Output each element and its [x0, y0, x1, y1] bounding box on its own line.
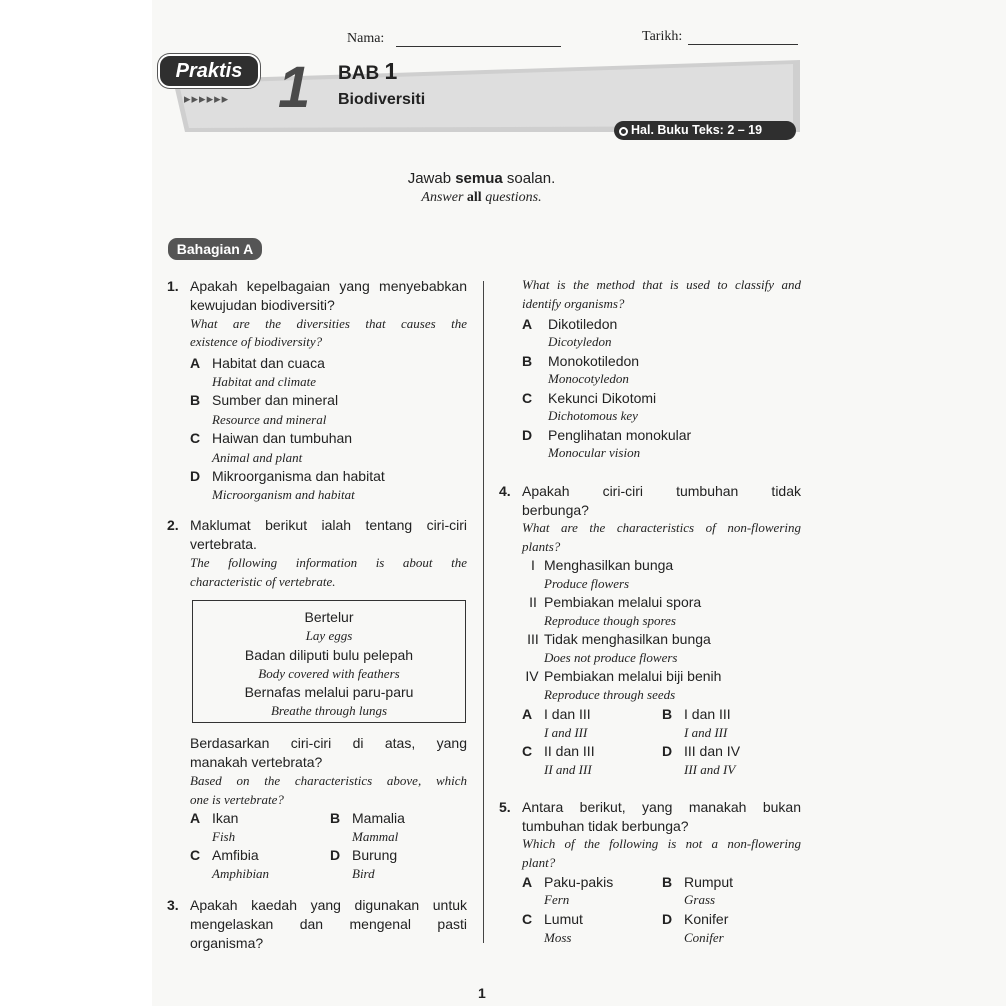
- q3-number: 3.: [167, 897, 179, 913]
- q5-option-d[interactable]: D Konifer: [662, 911, 729, 927]
- q2-ask-malay-line2: manakah vertebrata?: [190, 754, 323, 770]
- instruction-english: Answer all questions.: [421, 190, 542, 205]
- q1-option-d[interactable]: D Mikroorganisma dan habitat: [190, 468, 385, 484]
- q2-ask-malay-line1: Berdasarkan ciri-ciri di atas, yang: [190, 735, 467, 751]
- q5-number: 5.: [499, 799, 511, 815]
- nama-label: Nama:: [347, 31, 385, 46]
- q5-eng-line1: Which of the following is not a non-flowering: [522, 836, 801, 851]
- q4-option-d[interactable]: D III dan IV: [662, 743, 741, 759]
- tarikh-label: Tarikh:: [642, 29, 683, 44]
- q4-malay-line2: berbunga?: [522, 502, 589, 518]
- section-badge: Bahagian A: [168, 238, 262, 260]
- q1-number: 1.: [167, 278, 179, 294]
- q4-eng-line1: What are the characteristics of non-flowering: [522, 520, 801, 535]
- q2-option-b-eng: Mammal: [352, 829, 399, 844]
- praktis-label: Praktis: [175, 60, 243, 82]
- q2-eng-line1: The following information is about the: [190, 555, 467, 570]
- q4-option-c[interactable]: C II dan III: [522, 743, 595, 759]
- q2-option-a[interactable]: A Ikan: [190, 810, 239, 826]
- q5-option-d-eng: Conifer: [684, 930, 724, 945]
- box-item-3-eng: Breathe through lungs: [270, 703, 388, 718]
- q3-option-a-eng: Dicotyledon: [548, 334, 612, 349]
- box-item-2-malay: Badan diliputi bulu pelepah: [244, 647, 414, 663]
- chapter-big-number: 1: [278, 55, 311, 120]
- q4-option-a-eng: I and III: [544, 725, 588, 740]
- q5-option-b[interactable]: B Rumput: [662, 874, 734, 890]
- q3-option-c[interactable]: C Kekunci Dikotomi: [522, 390, 657, 406]
- bab-number: 1: [384, 58, 398, 84]
- q5-option-c-eng: Moss: [544, 930, 572, 945]
- tarikh-field: [642, 29, 798, 45]
- q4-option-c-eng: II and III: [544, 762, 592, 777]
- bab-label: BAB: [338, 63, 380, 84]
- column-divider: [483, 281, 484, 943]
- chapter-title: Biodiversiti: [338, 91, 426, 108]
- q1-option-c[interactable]: C Haiwan dan tumbuhan: [190, 430, 353, 446]
- q2-malay-line1: Maklumat berikut ialah tentang ciri-ciri: [190, 517, 467, 533]
- q2-option-a-eng: Fish: [212, 829, 236, 844]
- q4-statement-4: IV Pembiakan melalui biji benih: [525, 668, 722, 684]
- q2-ask-eng-line1: Based on the characteristics above, which: [190, 773, 467, 788]
- page-number: 1: [478, 985, 486, 1001]
- q4-option-b-eng: I and III: [684, 725, 728, 740]
- bab-heading: [338, 58, 397, 85]
- q1-option-a[interactable]: A Habitat dan cuaca: [190, 355, 325, 371]
- q4-option-b[interactable]: B I dan III: [662, 706, 731, 722]
- q2-malay-line2: vertebrata.: [190, 536, 257, 552]
- q5-option-a-eng: Fern: [544, 892, 570, 907]
- q3-option-c-eng: Dichotomous key: [548, 408, 638, 423]
- q1-eng-line1: What are the diversities that causes the: [190, 316, 467, 331]
- arrow-decoration: ▸▸▸▸▸▸: [184, 91, 230, 106]
- q5-option-c[interactable]: C Lumut: [522, 911, 583, 927]
- circle-bullet-icon: [619, 127, 628, 136]
- tarikh-blank[interactable]: [688, 43, 798, 45]
- q2-number: 2.: [167, 517, 179, 533]
- q4-statement-1-eng: Produce flowers: [544, 576, 630, 591]
- q3-malay-line2: mengelaskan dan mengenal pasti: [190, 916, 467, 932]
- q2-option-b[interactable]: B Mamalia: [330, 810, 405, 826]
- q4-statement-3: III Tidak menghasilkan bunga: [527, 631, 711, 647]
- q5-eng-line2: plant?: [522, 855, 556, 870]
- q3-eng-line2: identify organisms?: [522, 296, 625, 311]
- q5-option-b-eng: Grass: [684, 892, 716, 907]
- q1-malay-line2: kewujudan biodiversiti?: [190, 297, 335, 313]
- q3-option-d[interactable]: D Penglihatan monokular: [522, 427, 692, 443]
- q4-statement-2-eng: Reproduce though spores: [544, 613, 676, 628]
- praktis-badge: [158, 54, 260, 88]
- q2-eng-line2: characteristic of vertebrate.: [190, 574, 336, 589]
- q4-statement-3-eng: Does not produce flowers: [544, 650, 678, 665]
- nama-field: [347, 31, 561, 47]
- q3-eng-line1: What is the method that is used to classify and: [522, 277, 801, 292]
- q2-ask-eng-line2: one is vertebrate?: [190, 792, 284, 807]
- nama-blank[interactable]: [396, 45, 561, 47]
- q3-malay-line1: Apakah kaedah yang digunakan untuk: [190, 897, 467, 913]
- q3-option-d-eng: Monocular vision: [548, 445, 641, 460]
- textbook-ref-text: Hal. Buku Teks: 2 – 19: [631, 123, 763, 137]
- q5-malay-line1: Antara berikut, yang manakah bukan: [522, 799, 801, 815]
- q2-option-d-eng: Bird: [352, 866, 375, 881]
- q3-option-a[interactable]: A Dikotiledon: [522, 316, 618, 332]
- box-item-2-eng: Body covered with feathers: [258, 666, 400, 681]
- q4-statement-1: I Menghasilkan bunga: [531, 557, 674, 573]
- q1-option-d-eng: Microorganism and habitat: [212, 487, 355, 502]
- q1-option-b-eng: Resource and mineral: [212, 412, 327, 427]
- q3-option-b-eng: Monocotyledon: [548, 371, 629, 386]
- q5-option-a[interactable]: A Paku-pakis: [522, 874, 614, 890]
- q1-option-a-eng: Habitat and climate: [212, 374, 316, 389]
- q4-option-a[interactable]: A I dan III: [522, 706, 591, 722]
- instruction-malay: Jawab semua soalan.: [407, 170, 556, 187]
- q4-statement-4-eng: Reproduce through seeds: [544, 687, 676, 702]
- q2-option-c[interactable]: C Amfibia: [190, 847, 259, 863]
- q1-eng-line2: existence of biodiversity?: [190, 334, 323, 349]
- q5-malay-line2: tumbuhan tidak berbunga?: [522, 818, 689, 834]
- q2-option-d[interactable]: D Burung: [330, 847, 398, 863]
- textbook-ref-badge: [614, 121, 796, 140]
- q4-option-d-eng: III and IV: [684, 762, 736, 777]
- q1-option-b[interactable]: B Sumber dan mineral: [190, 392, 339, 408]
- box-item-1-malay: Bertelur: [304, 609, 354, 625]
- q1-malay-line1: Apakah kepelbagaian yang menyebabkan: [190, 278, 467, 294]
- vertebrate-info-box: [192, 600, 466, 723]
- q4-eng-line2: plants?: [522, 539, 561, 554]
- box-item-3-malay: Bernafas melalui paru-paru: [244, 684, 414, 700]
- q4-statement-2: II Pembiakan melalui spora: [529, 594, 702, 610]
- q4-malay-line1: Apakah ciri-ciri tumbuhan tidak: [522, 483, 801, 499]
- q1-option-c-eng: Animal and plant: [212, 450, 303, 465]
- box-item-1-eng: Lay eggs: [305, 628, 353, 643]
- q2-option-c-eng: Amphibian: [212, 866, 270, 881]
- q4-number: 4.: [499, 483, 511, 499]
- q3-option-b[interactable]: B Monokotiledon: [522, 353, 640, 369]
- q3-malay-line3: organisma?: [190, 935, 264, 951]
